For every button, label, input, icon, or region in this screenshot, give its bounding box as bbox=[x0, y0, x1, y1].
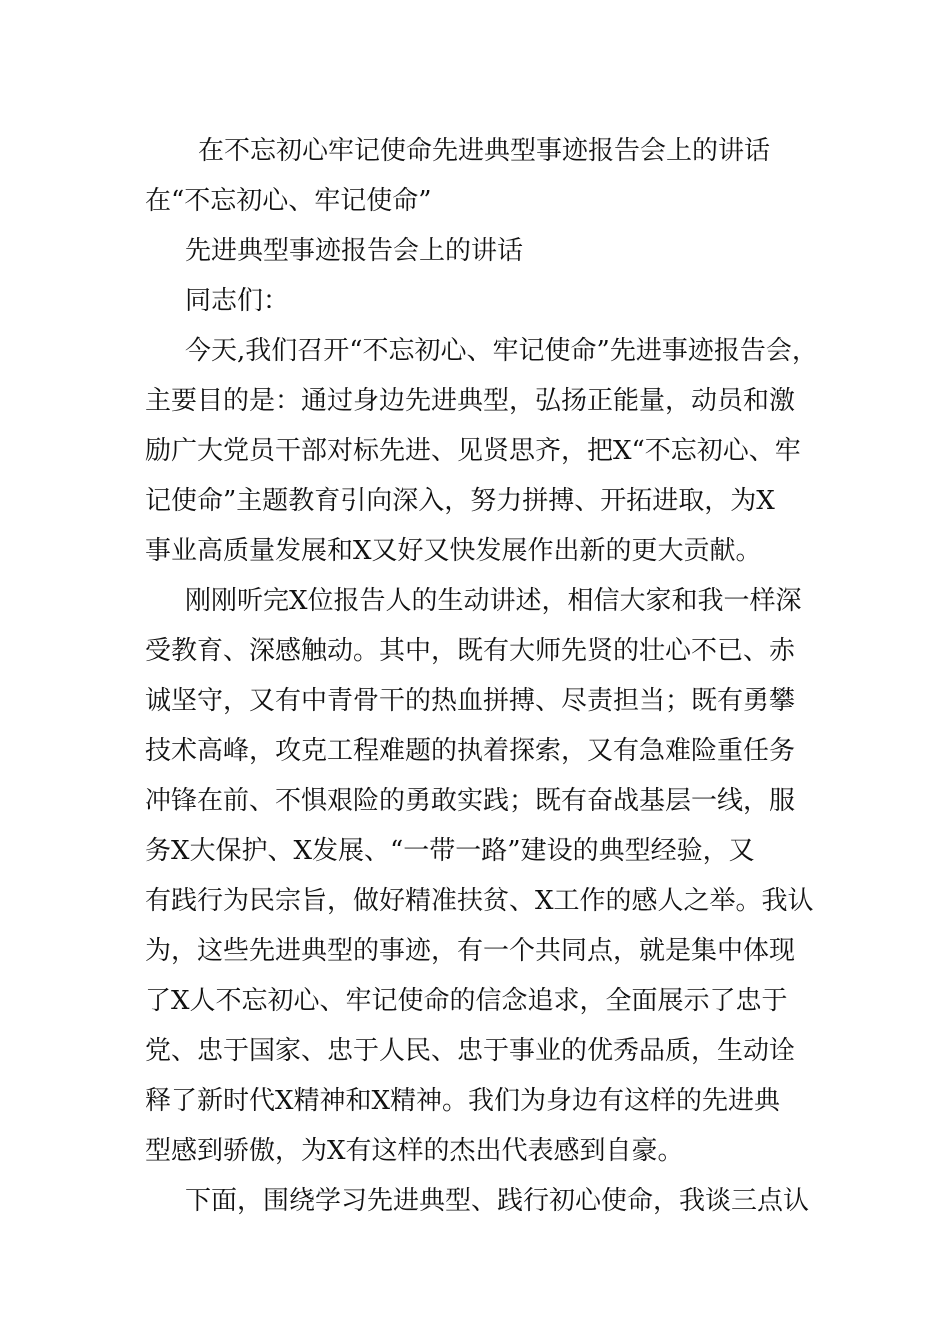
paragraph-2-line: 党、忠于国家、忠于人民、忠于事业的优秀品质，生动诠 bbox=[145, 1036, 796, 1066]
speech-title-line-2: 先进典型事迹报告会上的讲话 bbox=[185, 236, 524, 266]
speech-title-line-1: 在“不忘初心、牢记使命” bbox=[145, 186, 432, 216]
paragraph-1-line: 记使命”主题教育引向深入，努力拼搏、开拓进取，为X bbox=[145, 486, 775, 516]
paragraph-2-line: 技术高峰，攻克工程难题的执着探索，又有急难险重任务 bbox=[145, 736, 796, 766]
paragraph-1-line: 今天,我们召开“不忘初心、牢记使命”先进事迹报告会， bbox=[185, 336, 818, 366]
paragraph-1-line: 事业高质量发展和X又好又快发展作出新的更大贡献。 bbox=[145, 536, 762, 566]
paragraph-2-line: 有践行为民宗旨，做好精准扶贫、X工作的感人之举。我认 bbox=[145, 886, 814, 916]
paragraph-2-line: 务X大保护、X发展、“一带一路”建设的典型经验，又 bbox=[145, 836, 755, 866]
paragraph-2-line: 刚刚听完X位报告人的生动讲述，相信大家和我一样深 bbox=[185, 586, 802, 616]
paragraph-2-line: 冲锋在前、不惧艰险的勇敢实践；既有奋战基层一线，服 bbox=[145, 786, 796, 816]
paragraph-1-line: 主要目的是：通过身边先进典型，弘扬正能量，动员和激 bbox=[145, 386, 796, 416]
paragraph-2-line: 为，这些先进典型的事迹，有一个共同点，就是集中体现 bbox=[145, 936, 796, 966]
paragraph-1-line: 励广大党员干部对标先进、见贤思齐，把X“不忘初心、牢 bbox=[145, 436, 801, 466]
paragraph-2-line: 了X人不忘初心、牢记使命的信念追求，全面展示了忠于 bbox=[145, 986, 788, 1016]
paragraph-2-line: 释了新时代X精神和X精神。我们为身边有这样的先进典 bbox=[145, 1086, 781, 1116]
paragraph-2-line: 受教育、深感触动。其中，既有大师先贤的壮心不已、赤 bbox=[145, 636, 796, 666]
document-header-title: 在不忘初心牢记使命先进典型事迹报告会上的讲话 bbox=[198, 136, 771, 166]
paragraph-2-line: 型感到骄傲，为X有这样的杰出代表感到自豪。 bbox=[145, 1136, 684, 1166]
paragraph-3-line: 下面，围绕学习先进典型、践行初心使命，我谈三点认 bbox=[185, 1186, 810, 1216]
greeting: 同志们： bbox=[185, 286, 290, 316]
paragraph-2-line: 诚坚守，又有中青骨干的热血拼搏、尽责担当；既有勇攀 bbox=[145, 686, 796, 716]
